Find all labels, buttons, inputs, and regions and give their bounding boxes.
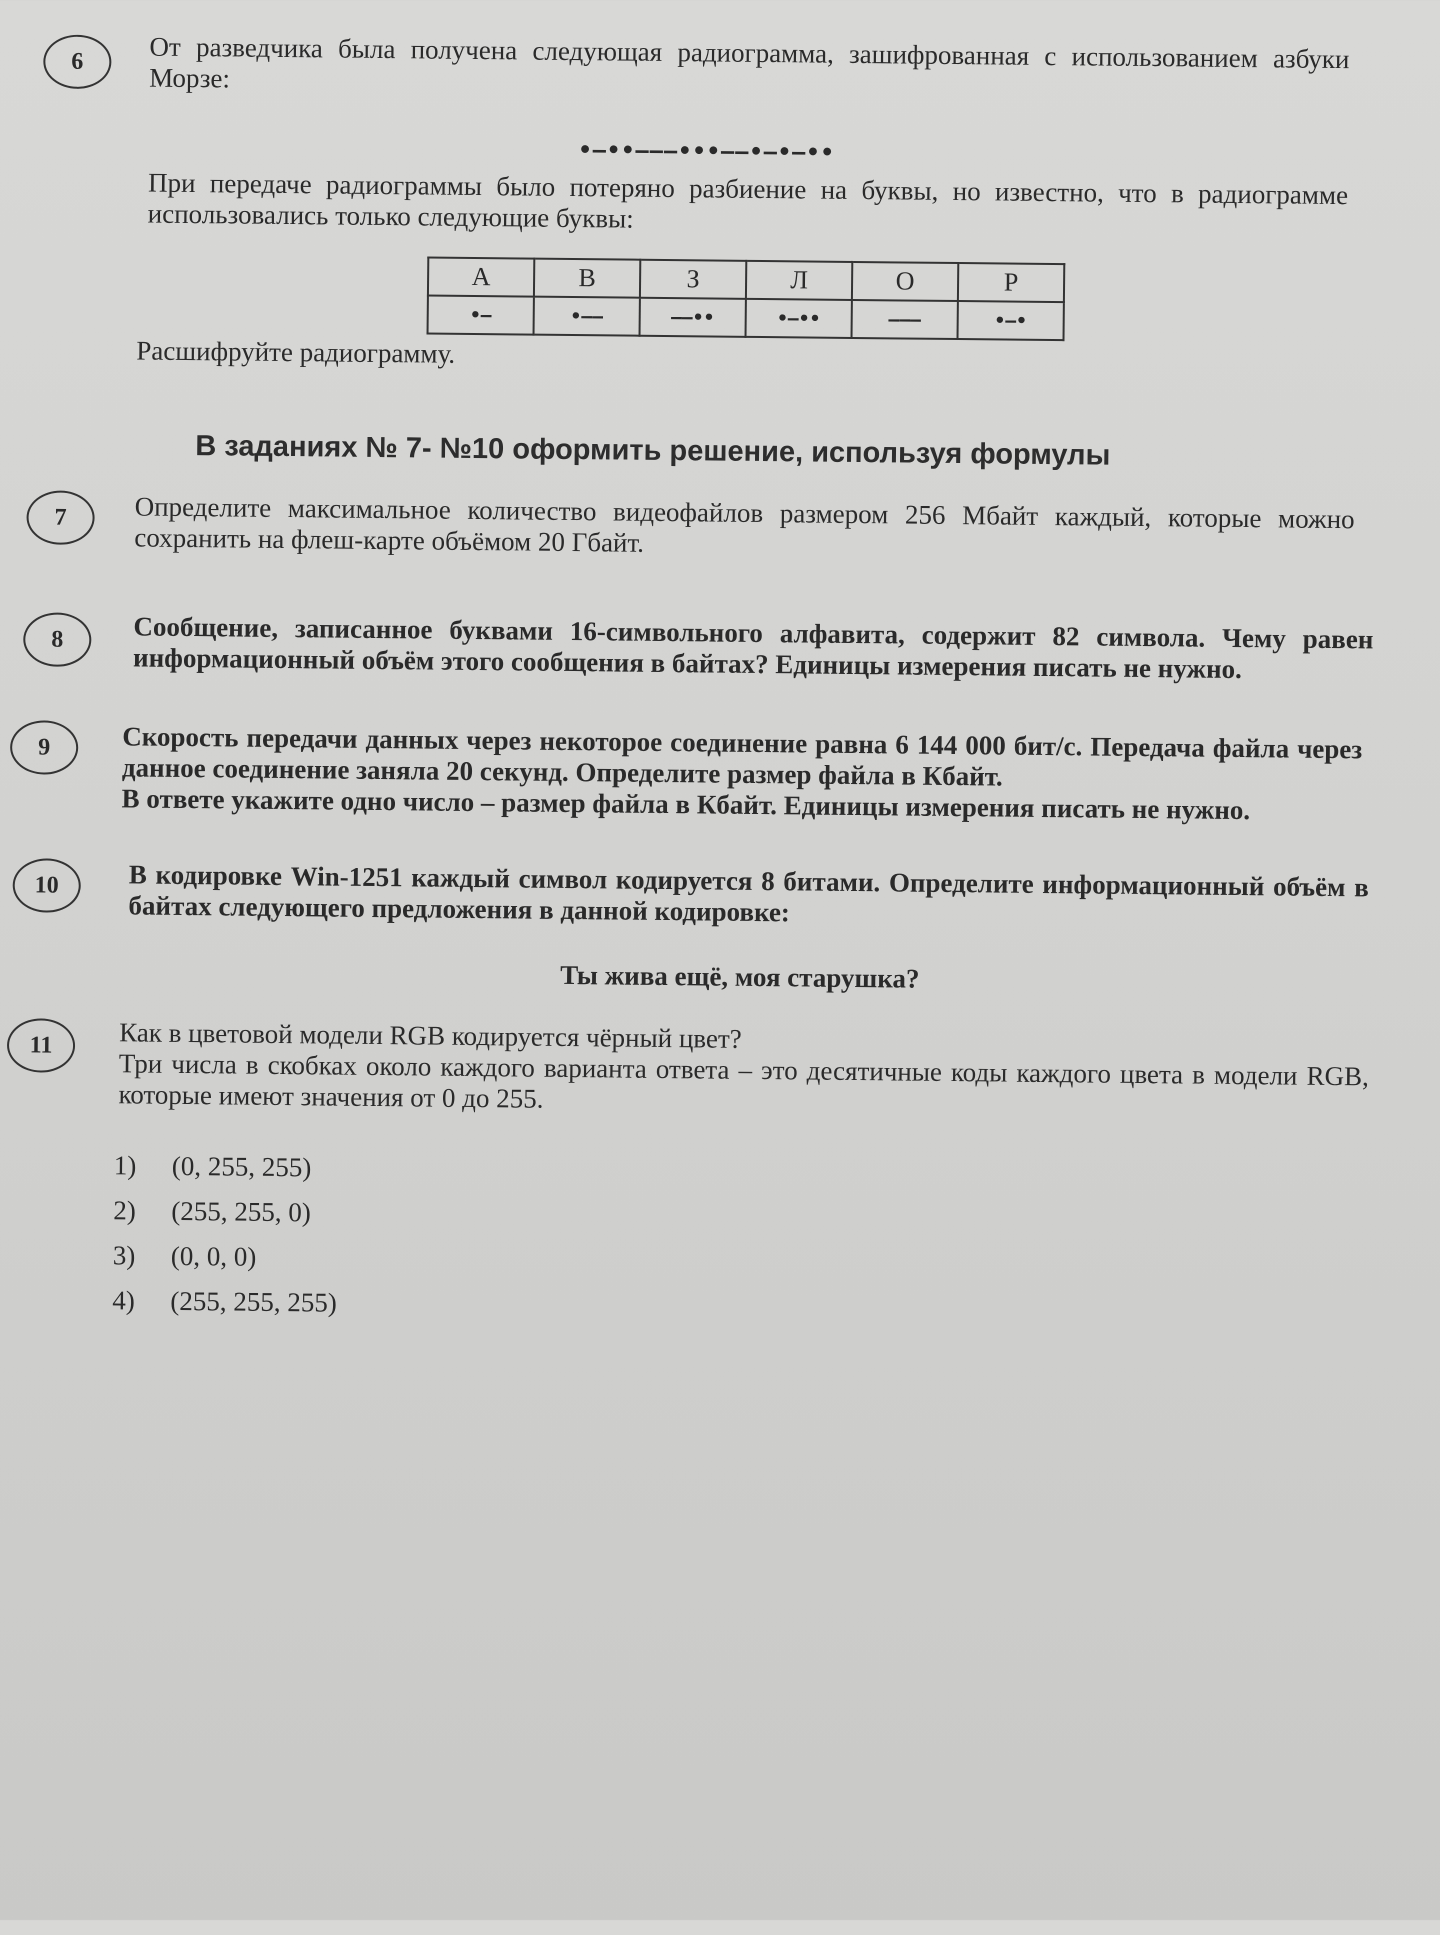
- code-cell: •–•: [958, 301, 1064, 340]
- answer-option: [112, 1278, 337, 1325]
- answer-option: [114, 1143, 339, 1190]
- letter-cell: З: [640, 260, 746, 299]
- code-cell: •–••: [746, 299, 852, 338]
- task-number-badge: 11: [7, 1018, 76, 1073]
- letter-cell: Л: [746, 261, 852, 300]
- task-10-sentence: Ты жива ещё, моя старушка?: [560, 959, 920, 994]
- task-6-question: Расшифруйте радиограмму.: [136, 335, 456, 369]
- option-number: 2): [113, 1195, 136, 1226]
- task-7-text: Определите максимальное количество видеофайлов размером 256 Мбайт каждый, которые можно сохранить на флеш-карте объёмом 20 Гбайт.: [134, 491, 1355, 558]
- task-number-badge: 10: [12, 858, 81, 913]
- option-number: 4): [112, 1285, 136, 1316]
- answer-option: [113, 1188, 338, 1235]
- task-6-text: При передаче радиограммы было потеряно разбиение на буквы, но известно, что в радиограмме использовались только следующие буквы:: [147, 167, 1349, 234]
- letter-cell: О: [852, 262, 958, 301]
- task-11-text: Как в цветовой модели RGB кодируется чёрный цвет? Три числа в скобках около каждого варианта ответа – это десятичные коды каждого цвета в модели RGB, которые имеют значения от 0 до 255.: [118, 1017, 1369, 1114]
- morse-code-table: [427, 256, 1066, 341]
- code-cell: ––••: [640, 298, 746, 337]
- letters-row: [428, 257, 1064, 302]
- section-heading: В заданиях № 7- №10 оформить решение, используя формулы: [195, 430, 1111, 472]
- option-value: (0, 255, 255): [171, 1150, 312, 1183]
- option-value: (0, 0, 0): [170, 1240, 257, 1272]
- codes-row: [428, 295, 1064, 340]
- task-number-badge: 6: [43, 34, 112, 89]
- task-9-text: Скорость передачи данных через некоторое соединение равна 6 144 000 бит/с. Передача файла через данное соединение заняла 20 секунд. Определите размер файла в Кбайт. В ответе укажите одно число – размер файла в Кбайт. Единицы измерения писать не нужно.: [121, 721, 1363, 826]
- task-6-intro: От разведчика была получена следующая радиограмма, зашифрованная с использованием азбуки Морзе:: [149, 31, 1350, 94]
- option-value: (255, 255, 0): [171, 1195, 311, 1228]
- letter-cell: А: [428, 257, 534, 296]
- code-cell: –––: [852, 300, 958, 339]
- letter-cell: В: [534, 259, 640, 298]
- task-number-badge: 7: [26, 490, 95, 545]
- task-number-badge: 9: [10, 720, 79, 775]
- answer-options: [112, 1143, 338, 1325]
- morse-radiogram: •–••–––•••––•–•–••: [578, 138, 835, 166]
- task-6: [0, 0, 1440, 369]
- code-cell: •–: [428, 295, 534, 334]
- option-number: 1): [113, 1150, 137, 1181]
- answer-option: [113, 1233, 338, 1280]
- task-10-text: В кодировке Win-1251 каждый символ кодируется 8 битами. Определите информационный объём в байтах следующего предложения в данной кодировке:: [128, 859, 1369, 928]
- letter-cell: Р: [958, 263, 1064, 302]
- task-8-text: Сообщение, записанное буквами 16-символьного алфавита, содержит 82 символа. Чему равен информационный объём этого сообщения в байтах? Единицы измерения писать не нужно.: [132, 611, 1374, 685]
- code-cell: •––: [534, 297, 640, 336]
- option-number: 3): [112, 1240, 136, 1271]
- option-value: (255, 255, 255): [170, 1285, 338, 1318]
- task-number-badge: 8: [23, 612, 92, 667]
